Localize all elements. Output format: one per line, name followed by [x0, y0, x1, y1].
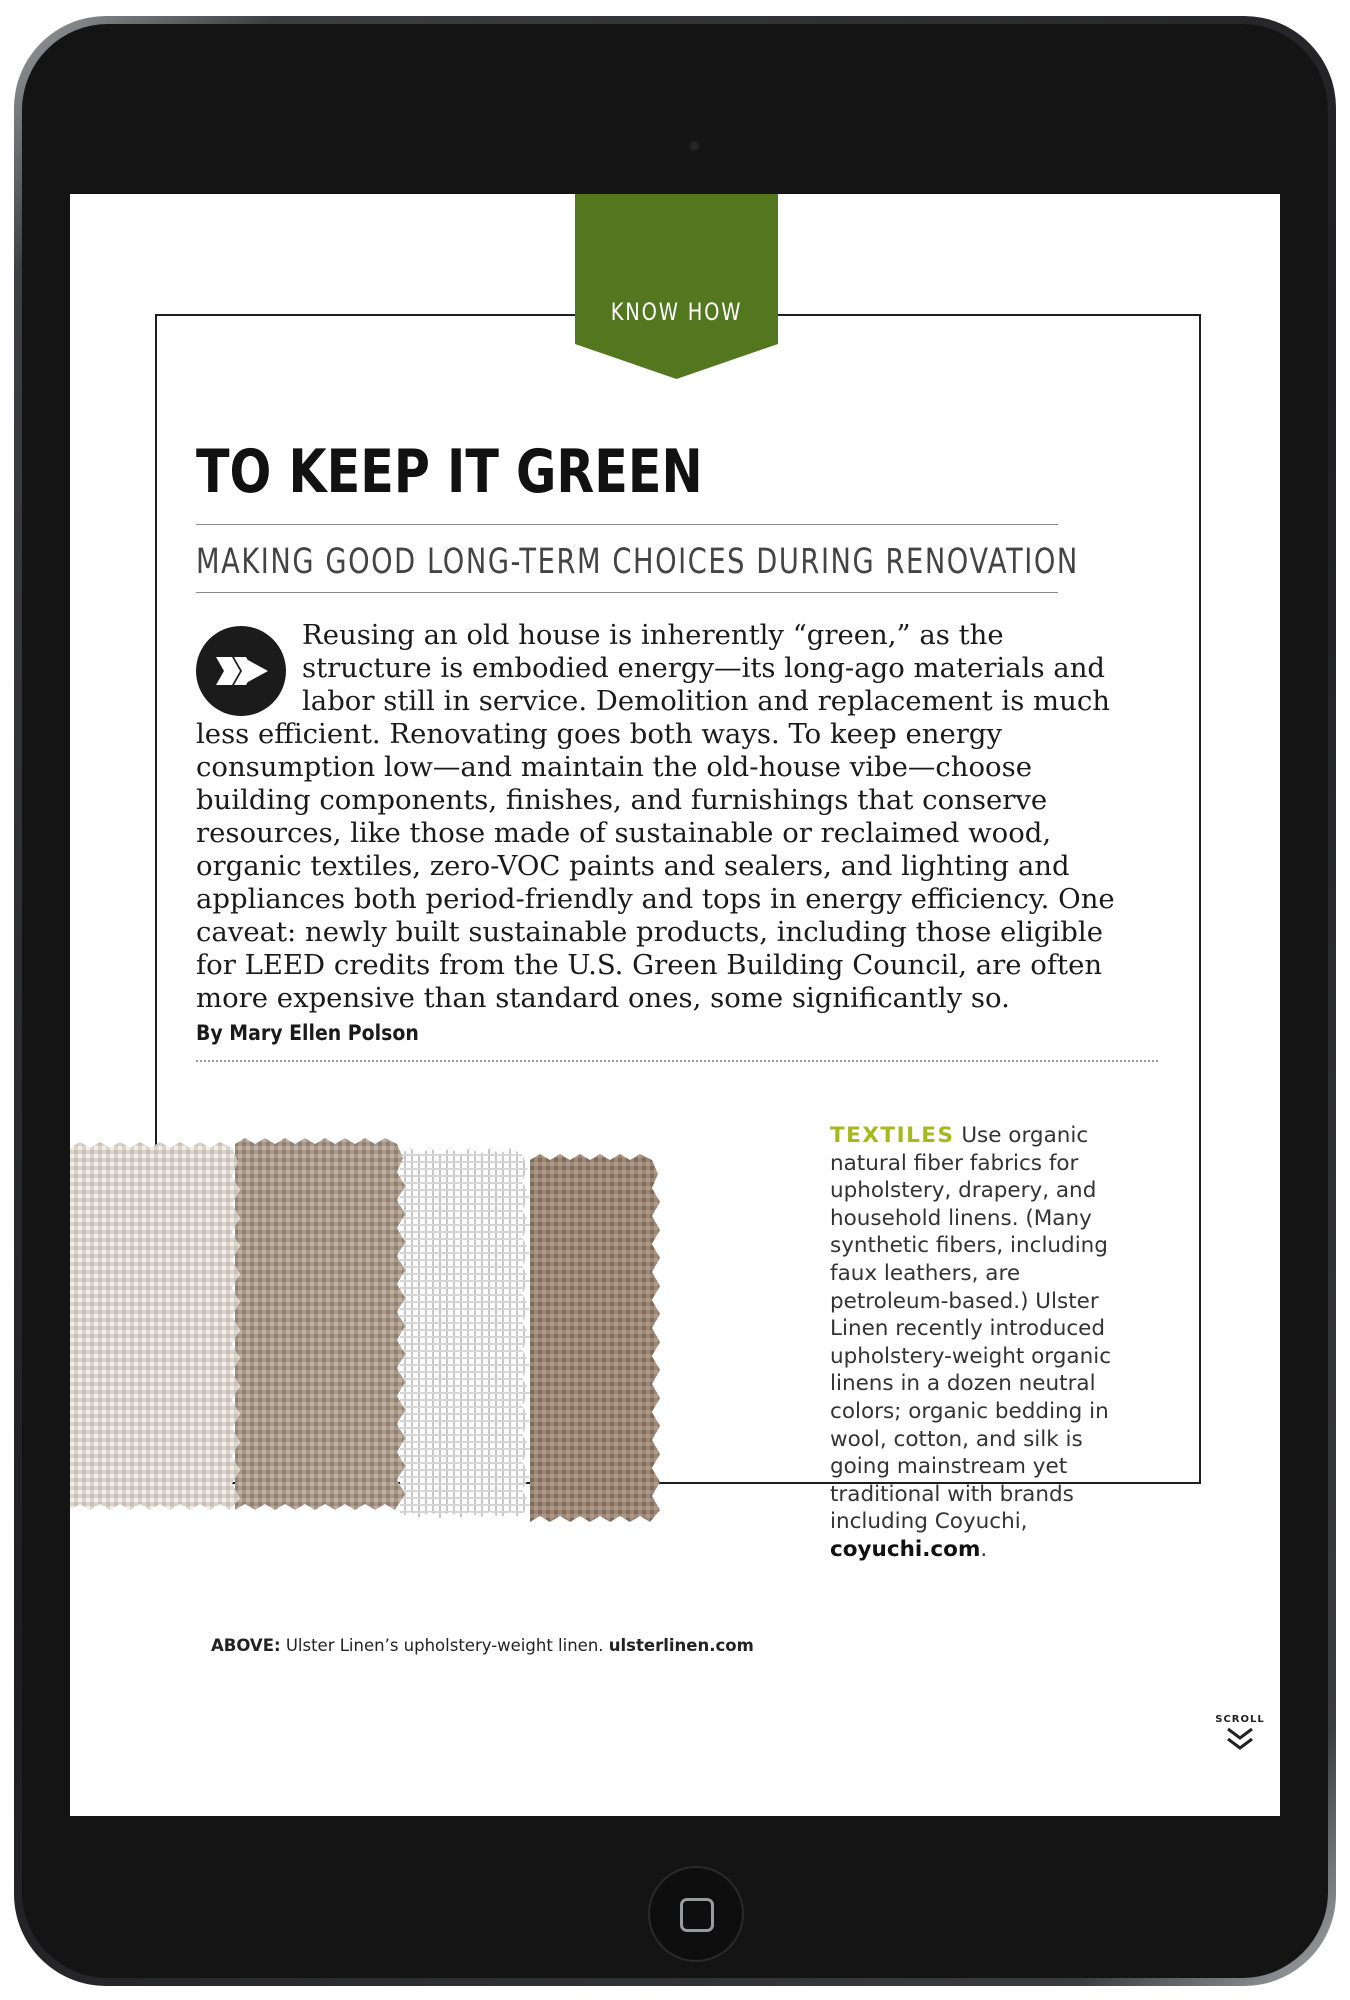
dropcap-spacer — [196, 619, 302, 715]
screen — [70, 194, 1280, 1816]
byline: By Mary Ellen Polson — [196, 1021, 419, 1045]
home-square-icon — [680, 1898, 714, 1932]
caption-label: ABOVE: — [211, 1636, 281, 1655]
scroll-label: SCROLL — [1215, 1714, 1265, 1725]
double-chevron-down-icon — [1223, 1725, 1257, 1753]
caption-text: Ulster Linen’s upholstery-weight linen. — [285, 1636, 604, 1655]
section-divider — [196, 1060, 1158, 1062]
textiles-end: . — [980, 1536, 988, 1562]
front-camera — [688, 140, 700, 152]
page-subtitle: MAKING GOOD LONG-TERM CHOICES DURING RENOVATION — [196, 542, 1079, 582]
section-banner-label: KNOW HOW — [610, 298, 743, 326]
page-title: TO KEEP IT GREEN — [196, 437, 703, 507]
coyuchi-link[interactable]: coyuchi.com — [830, 1536, 981, 1562]
textiles-sidebar — [830, 1122, 1130, 1564]
textiles-label: TEXTILES — [830, 1123, 955, 1148]
textiles-text: Use organic natural fiber fabrics for upholstery, drapery, and household linens. (Many synthetic fibers, including faux leathers, are petroleum-based.) Ulster Linen recently introduced upholstery-weight organic linens in a dozen neutral colors; organic bedding in wool, cotton, and silk is going mainstream yet traditional with brands including Coyuchi, — [830, 1123, 1112, 1535]
ulsterlinen-link[interactable]: ulsterlinen.com — [608, 1636, 754, 1655]
section-banner — [575, 194, 778, 379]
banner-shape — [575, 194, 778, 379]
home-button[interactable] — [650, 1868, 742, 1960]
subtitle-rule — [196, 592, 1058, 593]
title-rule — [196, 524, 1058, 525]
linen-swatches-photo — [70, 1114, 770, 1574]
article-body-text: Reusing an old house is inherently “green,” as the structure is embodied energy—its long-ago materials and labor still in service. Demolition and replacement is much less efficient. Renovating goes both ways. To keep energy consumption low—and maintain the old-house vibe—choose building components, finishes, and furnishings that conserve resources, like those made of sustainable or reclaimed wood, organic textiles, zero-VOC paints and sealers, and lighting and appliances both period-friendly and tops in energy efficiency. One caveat: newly built sustainable products, including those eligible for LEED credits from the U.S. Green Building Council, are often more expensive than standard ones, some significantly so. — [196, 619, 1115, 1014]
photo-caption — [211, 1636, 754, 1655]
article-body — [196, 619, 1136, 1050]
scroll-hint[interactable] — [1215, 1714, 1265, 1757]
